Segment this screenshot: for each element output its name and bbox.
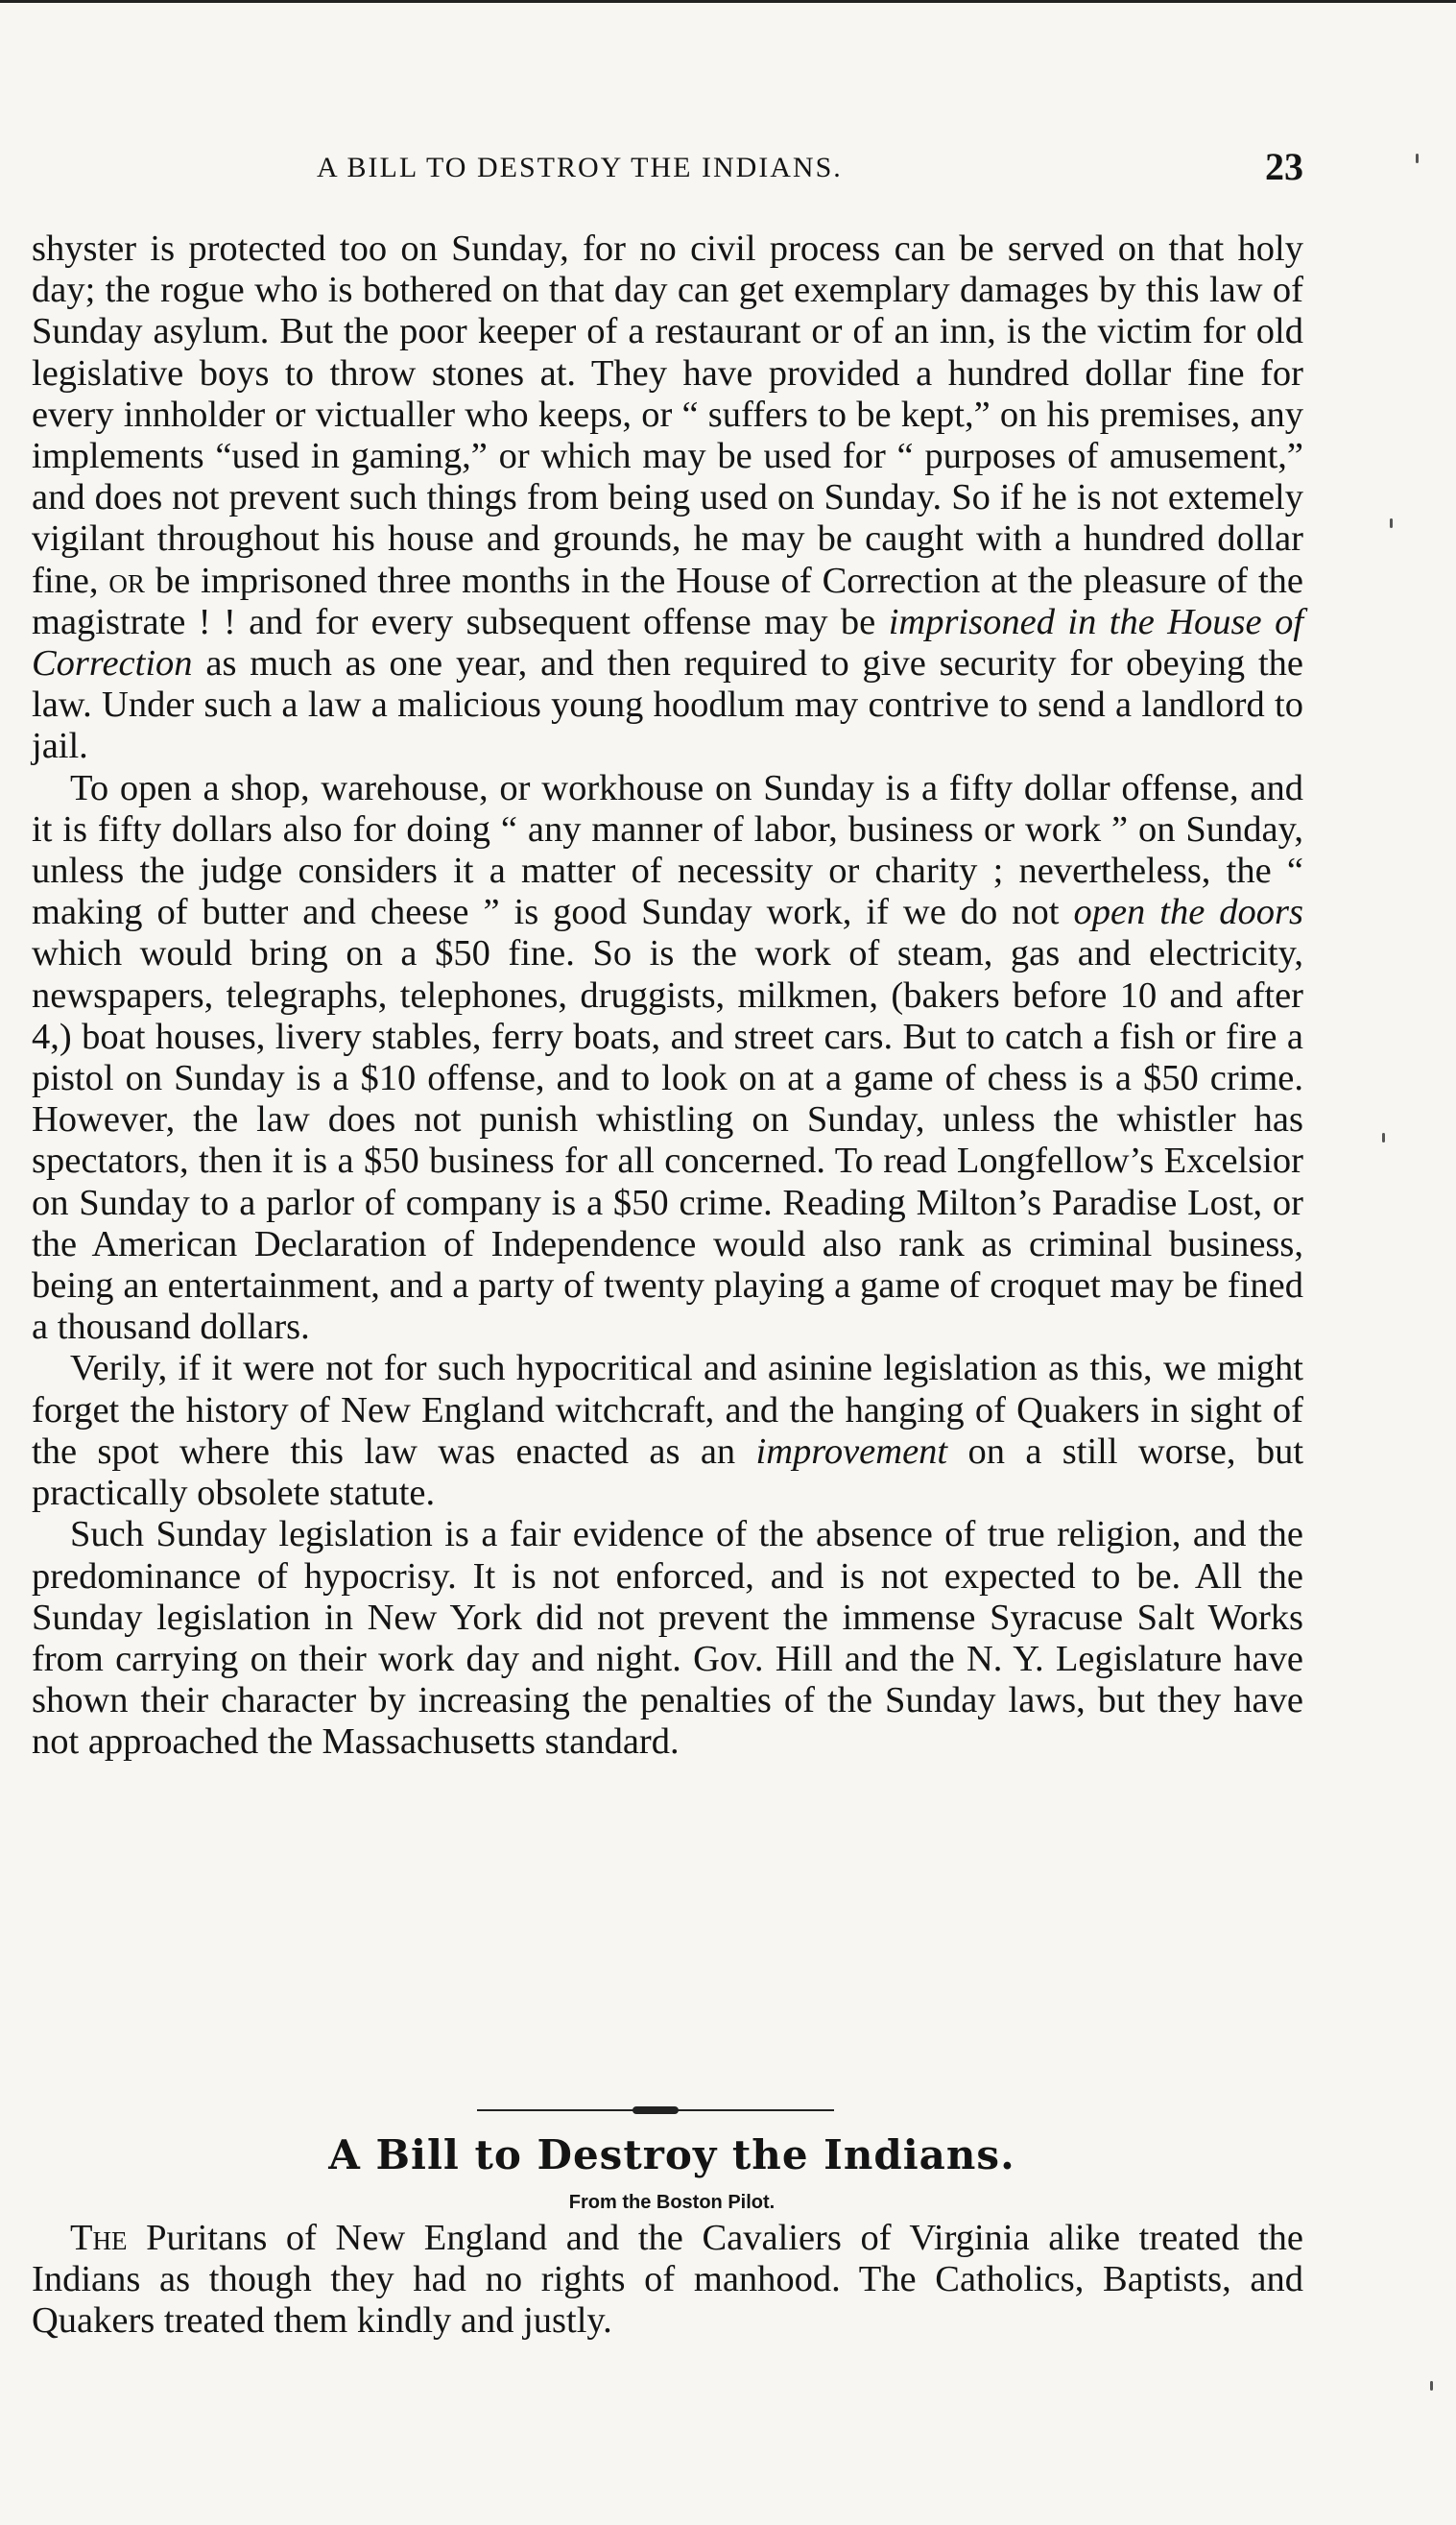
page-header	[0, 144, 1344, 202]
paragraph-2-text-b: which would bring on a $50 fine. So is the work of steam, gas and electricity, newspapers, telegraphs, telephones, druggists, milkmen, (bakers before 10 and after 4,) boat houses, livery stables, ferry boats, and street cars. But to catch a fish or fire a pistol on Sunday is a $10 offense, and to look on at a game of chess is a $50 crime. However, the law does not punish whistling on Sunday, unless the whistler has spectators, then it is a $50 business for all concerned. To read Longfellow’s Excelsior on Sunday to a parlor of company is a $50 crime. Reading Milton’s Paradise Lost, or the American Declaration of Independence would also rank as criminal business, being an entertainment, and a party of twenty playing a game of croquet may be fined a thousand dollars.	[32, 933, 1303, 1348]
paragraph-4: Such Sunday legislation is a fair evidence of the absence of true religion, and the predominance of hypocrisy. It is not enforced, and is not expected to be. All the Sunday legislation in New York did not prevent the immense Syracuse Salt Works from carrying on their work day and night. Gov. Hill and the N. Y. Legislature have shown their character by increasing the penalties of the Sunday laws, but they have not approached the Massachusetts standard.	[32, 1514, 1303, 1763]
running-title: A BILL TO DESTROY THE INDIANS.	[317, 152, 843, 183]
main-text-column	[32, 228, 1303, 1764]
page-number: 23	[1265, 145, 1303, 188]
paragraph-1-or: or	[108, 560, 145, 601]
paragraph-3-emphasis: improvement	[755, 1431, 948, 1472]
paragraph-2-emphasis: open the doors	[1073, 892, 1303, 933]
paragraph-3	[32, 1348, 1303, 1514]
article-title: A Bill to Destroy the Indians.	[328, 2131, 1015, 2178]
article-lead-word: The	[70, 2218, 128, 2258]
article-paragraph-1-text: Puritans of New England and the Cavaliers of Virginia alike treated the Indians as though they had no rights of manhood. The Catholics, Baptists, and Quakers treated them kindly and justly.	[32, 2218, 1304, 2342]
margin-speck	[1430, 2381, 1433, 2391]
article-paragraph-1	[32, 2218, 1303, 2343]
article-source: From the Boston Pilot.	[568, 2192, 776, 2213]
paragraph-3-text-a: Verily, if it were not for such hypocritical and asinine legislation as this, we might forget the history of New England witchcraft, and the hanging of Quakers in sight of the spot where this law was enacted as an	[32, 1348, 1303, 1472]
paragraph-3-text-b: on a still worse, but practically obsolete statute.	[32, 1431, 1304, 1514]
paragraph-1-text-a: shyster is protected too on Sunday, for no civil process can be served on that holy day; the rogue who is bothered on that day can get exemplary damages by this law of Sunday asylum. But the poor keeper of a restaurant or of an inn, is the victim for old legislative boys to throw stones at. They have provided a hundred dollar fine for every innholder or victualler who keeps, or “ suffers to be kept,” on his premises, any implements “used in gaming,” or which may be used for “ purposes of amusement,” and does not prevent such things from being used on Sunday. So if he is not extemely vigilant throughout his house and grounds, he may be caught with a hundred dollar fine,	[32, 228, 1303, 601]
paragraph-2-text-a: To open a shop, warehouse, or workhouse on Sunday is a fifty dollar offense, and it is fifty dollars also for doing “ any manner of labor, business or work ” on Sunday, unless the judge considers it a matter of necessity or charity ; nevertheless, the “ making of butter and cheese ” is good Sunday work, if we do not	[32, 767, 1303, 933]
section-divider	[477, 2106, 834, 2114]
top-border-rule	[0, 0, 1456, 3]
article-body	[32, 2218, 1303, 2343]
margin-speck	[1390, 518, 1393, 528]
paragraph-1-text-b: be imprisoned three months in the House of Correction at the pleasure of the magistrate ! ! and for every subsequent offense may be	[32, 560, 1304, 642]
divider-ornament	[633, 2106, 679, 2114]
paragraph-1-emphasis: imprisoned in the House of Correction	[32, 601, 1304, 685]
margin-speck	[1382, 1133, 1385, 1142]
margin-speck	[1416, 154, 1419, 163]
paragraph-2	[32, 768, 1303, 1349]
paragraph-1-text-c: as much as one year, and then required to give security for obeying the law. Under such a law a malicious young hoodlum may contrive to send a landlord to jail.	[32, 643, 1303, 767]
paragraph-1	[32, 228, 1303, 768]
